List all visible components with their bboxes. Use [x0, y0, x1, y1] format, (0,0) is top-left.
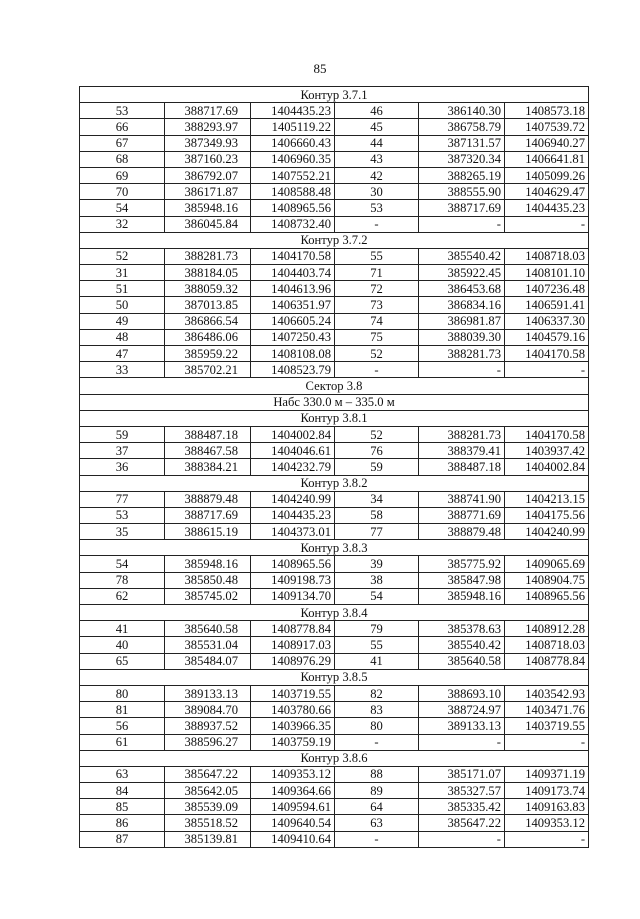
table-cell: 388615.19 [165, 524, 251, 540]
table-cell: 1409353.12 [251, 766, 335, 782]
table-cell: 53 [80, 507, 165, 523]
table-cell: 35 [80, 524, 165, 540]
table-cell: 63 [335, 815, 419, 831]
table-cell: 388281.73 [419, 426, 505, 442]
table-cell: 1405119.22 [251, 119, 335, 135]
table-cell: 385518.52 [165, 815, 251, 831]
table-row [80, 265, 589, 281]
table-row [80, 167, 589, 183]
table-row [80, 588, 589, 604]
table-row [80, 184, 589, 200]
table-cell: 386140.30 [419, 103, 505, 119]
table-cell: 388265.19 [419, 167, 505, 183]
table-cell: 385378.63 [419, 621, 505, 637]
table-cell: 49 [80, 313, 165, 329]
table-cell: 74 [335, 313, 419, 329]
table-cell: 52 [80, 248, 165, 264]
table-cell: 1406660.43 [251, 135, 335, 151]
section-header: Контур 3.7.2 [80, 232, 589, 248]
table-cell: 1409410.64 [251, 831, 335, 847]
table-cell: 86 [80, 815, 165, 831]
table-row [80, 734, 589, 750]
table-cell: 75 [335, 329, 419, 345]
table-cell: 50 [80, 297, 165, 313]
table-cell: 388717.69 [419, 200, 505, 216]
table-row [80, 119, 589, 135]
table-cell: 388184.05 [165, 265, 251, 281]
table-row [80, 783, 589, 799]
table-cell: 388879.48 [419, 524, 505, 540]
table-cell: 388467.58 [165, 443, 251, 459]
table-cell: 385171.07 [419, 766, 505, 782]
table-row [80, 507, 589, 523]
table-cell: 385647.22 [165, 766, 251, 782]
table-cell: - [419, 362, 505, 378]
table-cell: 84 [80, 783, 165, 799]
table-cell: 77 [80, 491, 165, 507]
table-cell: 388693.10 [419, 685, 505, 701]
table-cell: 1404435.23 [251, 103, 335, 119]
section-header-row [80, 669, 589, 685]
table-cell: 1409371.19 [505, 766, 589, 782]
table-cell: 385702.21 [165, 362, 251, 378]
table-row [80, 491, 589, 507]
table-cell: 72 [335, 281, 419, 297]
table-cell: 387131.57 [419, 135, 505, 151]
table-cell: 1407539.72 [505, 119, 589, 135]
table-row [80, 362, 589, 378]
table-cell: 385640.58 [419, 653, 505, 669]
table-cell: 1403719.55 [505, 718, 589, 734]
table-cell: 385484.07 [165, 653, 251, 669]
table-cell: 1406641.81 [505, 151, 589, 167]
table-cell: - [419, 216, 505, 232]
table-cell: 1408588.48 [251, 184, 335, 200]
table-cell: 80 [80, 685, 165, 701]
table-cell: 1408523.79 [251, 362, 335, 378]
table-cell: 42 [335, 167, 419, 183]
coordinates-table-body [80, 87, 589, 848]
table-cell: - [335, 216, 419, 232]
table-cell: 388487.18 [165, 426, 251, 442]
table-cell: 385959.22 [165, 346, 251, 362]
table-cell: 1408917.03 [251, 637, 335, 653]
table-cell: 1407250.43 [251, 329, 335, 345]
section-header: Контур 3.8.4 [80, 605, 589, 621]
table-cell: 71 [335, 265, 419, 281]
table-cell: 386758.79 [419, 119, 505, 135]
table-cell: 40 [80, 637, 165, 653]
table-cell: 83 [335, 702, 419, 718]
table-row [80, 103, 589, 119]
table-row [80, 297, 589, 313]
table-cell: 386045.84 [165, 216, 251, 232]
coordinates-table [79, 86, 589, 848]
table-cell: 385847.98 [419, 572, 505, 588]
table-cell: 63 [80, 766, 165, 782]
section-header-row [80, 475, 589, 491]
table-cell: 80 [335, 718, 419, 734]
table-cell: 70 [80, 184, 165, 200]
page-number: 85 [313, 61, 327, 76]
table-cell: 385922.45 [419, 265, 505, 281]
table-row [80, 200, 589, 216]
table-cell: 388717.69 [165, 507, 251, 523]
table-cell: 31 [80, 265, 165, 281]
table-cell: 1403937.42 [505, 443, 589, 459]
section-header-row [80, 394, 589, 410]
table-cell: 55 [335, 637, 419, 653]
table-cell: 385850.48 [165, 572, 251, 588]
table-cell: 1403719.55 [251, 685, 335, 701]
table-cell: 1406591.41 [505, 297, 589, 313]
table-cell: 1404232.79 [251, 459, 335, 475]
table-cell: - [505, 831, 589, 847]
table-cell: 61 [80, 734, 165, 750]
section-header: Набс 330.0 м – 335.0 м [80, 394, 589, 410]
table-cell: 385642.05 [165, 783, 251, 799]
table-cell: 386486.06 [165, 329, 251, 345]
table-cell: 385775.92 [419, 556, 505, 572]
table-cell: 386171.87 [165, 184, 251, 200]
table-cell: 1406337.30 [505, 313, 589, 329]
table-cell: 385948.16 [165, 200, 251, 216]
table-cell: 385540.42 [419, 637, 505, 653]
table-row [80, 135, 589, 151]
table-cell: 32 [80, 216, 165, 232]
table-cell: 1407552.21 [251, 167, 335, 183]
table-cell: 73 [335, 297, 419, 313]
table-cell: 65 [80, 653, 165, 669]
table-cell: 1409640.54 [251, 815, 335, 831]
table-cell: 79 [335, 621, 419, 637]
table-cell: 1404002.84 [251, 426, 335, 442]
table-row [80, 426, 589, 442]
section-header: Контур 3.8.1 [80, 410, 589, 426]
table-cell: 44 [335, 135, 419, 151]
table-cell: 1406605.24 [251, 313, 335, 329]
table-row [80, 556, 589, 572]
table-cell: - [335, 831, 419, 847]
table-cell: 385335.42 [419, 799, 505, 815]
table-cell: 388741.90 [419, 491, 505, 507]
table-cell: 1406960.35 [251, 151, 335, 167]
table-cell: 389133.13 [165, 685, 251, 701]
table-cell: 54 [335, 588, 419, 604]
table-row [80, 718, 589, 734]
table-cell: 388487.18 [419, 459, 505, 475]
table-row [80, 524, 589, 540]
table-cell: 64 [335, 799, 419, 815]
table-cell: 388724.97 [419, 702, 505, 718]
table-cell: 82 [335, 685, 419, 701]
table-row [80, 799, 589, 815]
table-cell: 66 [80, 119, 165, 135]
table-cell: 1403759.19 [251, 734, 335, 750]
table-row [80, 329, 589, 345]
table-cell: 1408912.28 [505, 621, 589, 637]
table-cell: 1404175.56 [505, 507, 589, 523]
table-cell: 1404170.58 [505, 346, 589, 362]
table-cell: 388059.32 [165, 281, 251, 297]
table-cell: 1404613.96 [251, 281, 335, 297]
table-cell: 387013.85 [165, 297, 251, 313]
table-row [80, 766, 589, 782]
table-cell: 39 [335, 556, 419, 572]
table-cell: 53 [335, 200, 419, 216]
table-cell: 34 [335, 491, 419, 507]
table-row [80, 346, 589, 362]
table-cell: 87 [80, 831, 165, 847]
table-cell: 388555.90 [419, 184, 505, 200]
section-header-row [80, 410, 589, 426]
table-cell: 51 [80, 281, 165, 297]
table-cell: 1408101.10 [505, 265, 589, 281]
table-cell: 46 [335, 103, 419, 119]
table-cell: 388379.41 [419, 443, 505, 459]
table-cell: 59 [80, 426, 165, 442]
table-cell: 62 [80, 588, 165, 604]
table-cell: 58 [335, 507, 419, 523]
table-cell: 1408778.84 [505, 653, 589, 669]
table-cell: - [335, 734, 419, 750]
table-cell: 386834.16 [419, 297, 505, 313]
section-header: Сектор 3.8 [80, 378, 589, 394]
section-header-row [80, 605, 589, 621]
table-cell: 1407236.48 [505, 281, 589, 297]
table-cell: 1408718.03 [505, 637, 589, 653]
table-cell: 1404170.58 [505, 426, 589, 442]
section-header-row [80, 87, 589, 103]
table-cell: 37 [80, 443, 165, 459]
section-header-row [80, 540, 589, 556]
table-cell: 385647.22 [419, 815, 505, 831]
table-cell: 1404240.99 [505, 524, 589, 540]
table-cell: 41 [335, 653, 419, 669]
table-cell: 77 [335, 524, 419, 540]
table-row [80, 151, 589, 167]
table-cell: 1404046.61 [251, 443, 335, 459]
table-cell: 1408976.29 [251, 653, 335, 669]
table-row [80, 815, 589, 831]
table-cell: 78 [80, 572, 165, 588]
table-cell: 45 [335, 119, 419, 135]
table-cell: 56 [80, 718, 165, 734]
table-cell: 1406940.27 [505, 135, 589, 151]
table-cell: 386981.87 [419, 313, 505, 329]
table-cell: 1409198.73 [251, 572, 335, 588]
table-cell: 88 [335, 766, 419, 782]
table-cell: 388937.52 [165, 718, 251, 734]
table-cell: 1409134.70 [251, 588, 335, 604]
table-cell: 47 [80, 346, 165, 362]
table-cell: 385640.58 [165, 621, 251, 637]
table-cell: 385948.16 [419, 588, 505, 604]
table-cell: 388039.30 [419, 329, 505, 345]
table-cell: 38 [335, 572, 419, 588]
table-cell: 1403780.66 [251, 702, 335, 718]
table-row [80, 637, 589, 653]
table-cell: 30 [335, 184, 419, 200]
section-header-row [80, 232, 589, 248]
table-cell: 388771.69 [419, 507, 505, 523]
table-cell: 1404002.84 [505, 459, 589, 475]
table-cell: 1408718.03 [505, 248, 589, 264]
table-row [80, 216, 589, 232]
section-header: Контур 3.8.2 [80, 475, 589, 491]
table-cell: 387320.34 [419, 151, 505, 167]
table-row [80, 248, 589, 264]
table-cell: 52 [335, 426, 419, 442]
table-cell: 1403966.35 [251, 718, 335, 734]
table-row [80, 459, 589, 475]
table-row [80, 443, 589, 459]
table-cell: 1408778.84 [251, 621, 335, 637]
table-cell: 1405099.26 [505, 167, 589, 183]
table-cell: 388384.21 [165, 459, 251, 475]
table-cell: 67 [80, 135, 165, 151]
table-cell: 1409594.61 [251, 799, 335, 815]
table-cell: 1404403.74 [251, 265, 335, 281]
table-cell: - [505, 362, 589, 378]
table-cell: 385539.09 [165, 799, 251, 815]
table-cell: - [419, 734, 505, 750]
table-row [80, 313, 589, 329]
table-cell: 59 [335, 459, 419, 475]
table-cell: 387349.93 [165, 135, 251, 151]
table-cell: 388281.73 [419, 346, 505, 362]
table-cell: 1409364.66 [251, 783, 335, 799]
table-cell: 81 [80, 702, 165, 718]
table-cell: 385531.04 [165, 637, 251, 653]
table-cell: 388293.97 [165, 119, 251, 135]
section-header-row [80, 750, 589, 766]
table-cell: 43 [335, 151, 419, 167]
table-cell: 1408904.75 [505, 572, 589, 588]
section-header: Контур 3.8.3 [80, 540, 589, 556]
table-cell: 1409353.12 [505, 815, 589, 831]
table-cell: 385745.02 [165, 588, 251, 604]
table-cell: 54 [80, 556, 165, 572]
table-cell: 1409163.83 [505, 799, 589, 815]
table-cell: 36 [80, 459, 165, 475]
table-cell: 68 [80, 151, 165, 167]
table-cell: - [419, 831, 505, 847]
table-cell: 55 [335, 248, 419, 264]
table-cell: - [505, 734, 589, 750]
table-cell: 385540.42 [419, 248, 505, 264]
table-cell: 1403542.93 [505, 685, 589, 701]
table-cell: 388879.48 [165, 491, 251, 507]
table-cell: 1403471.76 [505, 702, 589, 718]
table-cell: - [335, 362, 419, 378]
table-cell: 1408732.40 [251, 216, 335, 232]
section-header: Контур 3.8.6 [80, 750, 589, 766]
table-cell: 1408573.18 [505, 103, 589, 119]
table-cell: 1408965.56 [505, 588, 589, 604]
table-cell: 388717.69 [165, 103, 251, 119]
table-cell: 388596.27 [165, 734, 251, 750]
table-row [80, 281, 589, 297]
table-cell: 48 [80, 329, 165, 345]
table-cell: 389133.13 [419, 718, 505, 734]
table-cell: 89 [335, 783, 419, 799]
table-cell: 52 [335, 346, 419, 362]
table-cell: 388281.73 [165, 248, 251, 264]
table-cell: 389084.70 [165, 702, 251, 718]
table-cell: 76 [335, 443, 419, 459]
table-cell: 54 [80, 200, 165, 216]
table-cell: - [505, 216, 589, 232]
table-cell: 386792.07 [165, 167, 251, 183]
section-header-row [80, 378, 589, 394]
table-cell: 1408965.56 [251, 556, 335, 572]
table-row [80, 685, 589, 701]
table-cell: 385948.16 [165, 556, 251, 572]
table-cell: 41 [80, 621, 165, 637]
table-cell: 386453.68 [419, 281, 505, 297]
table-cell: 1408965.56 [251, 200, 335, 216]
table-cell: 33 [80, 362, 165, 378]
table-cell: 1404373.01 [251, 524, 335, 540]
table-cell: 53 [80, 103, 165, 119]
table-cell: 1404170.58 [251, 248, 335, 264]
table-row [80, 831, 589, 847]
table-row [80, 702, 589, 718]
table-cell: 1409173.74 [505, 783, 589, 799]
table-cell: 385327.57 [419, 783, 505, 799]
section-header: Контур 3.7.1 [80, 87, 589, 103]
table-row [80, 572, 589, 588]
table-row [80, 621, 589, 637]
table-cell: 1408108.08 [251, 346, 335, 362]
section-header: Контур 3.8.5 [80, 669, 589, 685]
table-cell: 1406351.97 [251, 297, 335, 313]
table-cell: 386866.54 [165, 313, 251, 329]
table-cell: 1404240.99 [251, 491, 335, 507]
table-cell: 1404579.16 [505, 329, 589, 345]
table-cell: 387160.23 [165, 151, 251, 167]
table-cell: 85 [80, 799, 165, 815]
table-cell: 1404629.47 [505, 184, 589, 200]
table-cell: 385139.81 [165, 831, 251, 847]
table-row [80, 653, 589, 669]
table-cell: 69 [80, 167, 165, 183]
table-cell: 1409065.69 [505, 556, 589, 572]
table-cell: 1404435.23 [505, 200, 589, 216]
table-cell: 1404435.23 [251, 507, 335, 523]
table-cell: 1404213.15 [505, 491, 589, 507]
